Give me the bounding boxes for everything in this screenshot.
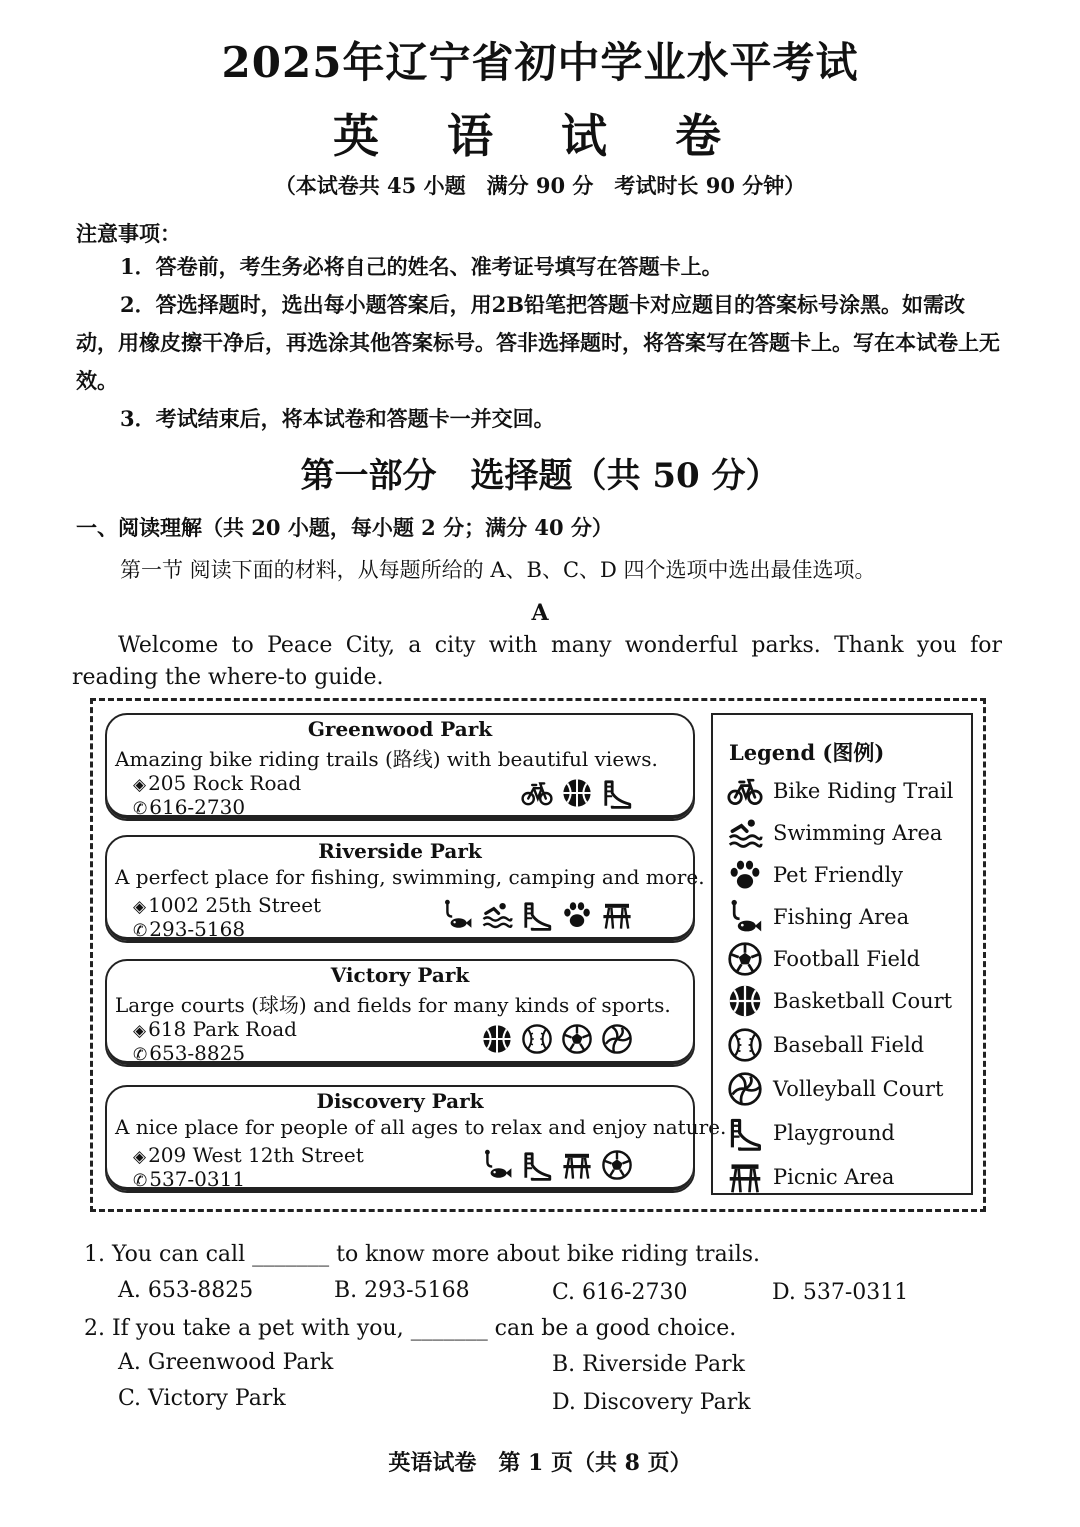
question-2-option-a[interactable]: A. Greenwood Park xyxy=(118,1350,334,1375)
section-instruction: 第一节 阅读下面的材料，从每题所给的 A、B、C、D 四个选项中选出最佳选项。 xyxy=(120,558,876,582)
football-icon xyxy=(727,941,763,977)
passage-intro: Welcome to Peace City, a city with many wonderful parks. Thank you for reading the where-to guide. xyxy=(72,633,1002,690)
question-1-option-a[interactable]: A. 653-8825 xyxy=(118,1278,254,1303)
park-description: A perfect place for fishing, swimming, camping and more. xyxy=(115,865,705,889)
section-heading: 一、阅读理解（共 20 小题，每小题 2 分；满分 40 分） xyxy=(76,515,613,540)
park-phone: ✆ 616-2730 xyxy=(133,795,246,819)
park-phone: ✆ 293-5168 xyxy=(133,917,246,941)
question-2-option-b[interactable]: B. Riverside Park xyxy=(552,1352,745,1377)
phone-icon: ✆ xyxy=(133,1045,148,1065)
park-card-greenwood xyxy=(105,713,695,821)
bike-icon xyxy=(521,777,553,809)
park-phone: ✆ 653-8825 xyxy=(133,1041,246,1065)
park-description: Large courts (球场) and fields for many kinds of sports. xyxy=(115,993,671,1017)
park-card-victory xyxy=(105,959,695,1067)
legend-item: Picnic Area xyxy=(727,1159,894,1195)
legend-item: Volleyball Court xyxy=(727,1071,943,1107)
park-name: Victory Park xyxy=(330,963,470,987)
park-name: Riverside Park xyxy=(318,839,482,863)
notice-list xyxy=(76,248,1006,438)
legend-item: Bike Riding Trail xyxy=(727,773,953,809)
exam-title: 2025年辽宁省初中学业水平考试 xyxy=(221,38,859,87)
playground-icon xyxy=(601,777,633,809)
location-icon: ◈ xyxy=(133,1147,147,1167)
question-1-option-b[interactable]: B. 293-5168 xyxy=(334,1278,470,1303)
park-address: ◈ 1002 25th Street xyxy=(133,893,322,917)
park-address: ◈ 205 Rock Road xyxy=(133,771,302,795)
park-icons xyxy=(521,777,633,809)
legend-item: Pet Friendly xyxy=(727,857,903,893)
park-guide xyxy=(90,698,986,1212)
park-card-discovery xyxy=(105,1085,727,1193)
park-name: Discovery Park xyxy=(316,1089,484,1113)
swimming-icon xyxy=(481,899,513,931)
question-2-stem: 2. If you take a pet with you, _______ can be a good choice. xyxy=(84,1316,737,1341)
question-1-stem: 1. You can call _______ to know more about bike riding trails. xyxy=(84,1242,761,1267)
subject-title: 英 语 试 卷 xyxy=(332,109,748,163)
legend-item: Fishing Area xyxy=(727,899,909,935)
park-icons xyxy=(481,1023,633,1055)
playground-icon xyxy=(521,1149,553,1181)
park-icons xyxy=(481,1149,633,1181)
fishing-icon xyxy=(481,1149,513,1181)
notice-item-2: 2．答选择题时，选出每小题答案后，用2B铅笔把答题卡对应题目的答案标号涂黑。如需改动，用橡皮擦干净后，再选涂其他答案标号。答非选择题时，将答案写在答题卡上。写在本试卷上无效。 xyxy=(76,292,1000,393)
park-phone: ✆ 537-0311 xyxy=(133,1167,246,1191)
park-name: Greenwood Park xyxy=(307,717,493,741)
notice-item-1: 1．答卷前，考生务必将自己的姓名、准考证号填写在答题卡上。 xyxy=(120,254,723,279)
playground-icon xyxy=(521,899,553,931)
basketball-icon xyxy=(561,777,593,809)
legend-item: Football Field xyxy=(727,941,920,977)
page-footer: 英语试卷 第 1 页（共 8 页） xyxy=(388,1450,692,1476)
volleyball-icon xyxy=(601,1023,633,1055)
legend-item: Baseball Field xyxy=(727,1027,924,1063)
legend-item: Swimming Area xyxy=(727,815,942,851)
park-description: Amazing bike riding trails (路线) with beautiful views. xyxy=(115,747,658,771)
paw-icon xyxy=(727,857,763,893)
phone-icon: ✆ xyxy=(133,799,148,819)
baseball-icon xyxy=(727,1027,763,1063)
picnic-icon xyxy=(727,1159,763,1195)
fishing-icon xyxy=(441,899,473,931)
notice-heading: 注意事项： xyxy=(76,221,181,246)
park-card-riverside xyxy=(105,835,705,943)
location-icon: ◈ xyxy=(133,897,147,917)
basketball-icon xyxy=(727,983,763,1019)
legend-title: Legend (图例) xyxy=(729,740,885,765)
volleyball-icon xyxy=(727,1071,763,1107)
passage-label: A xyxy=(531,600,549,626)
football-icon xyxy=(601,1149,633,1181)
legend-box xyxy=(711,713,973,1195)
phone-icon: ✆ xyxy=(133,1171,148,1191)
park-icons xyxy=(441,899,633,931)
bike-icon xyxy=(727,773,763,809)
legend-item: Basketball Court xyxy=(727,983,952,1019)
notice-item-3: 3．考试结束后，将本试卷和答题卡一并交回。 xyxy=(120,406,555,431)
question-1-option-c[interactable]: C. 616-2730 xyxy=(552,1280,688,1305)
exam-info: （本试卷共 45 小题 满分 90 分 考试时长 90 分钟） xyxy=(274,173,806,198)
park-address: ◈ 209 West 12th Street xyxy=(133,1143,364,1167)
park-description: A nice place for people of all ages to relax and enjoy nature. xyxy=(115,1115,727,1139)
picnic-icon xyxy=(601,899,633,931)
park-address: ◈ 618 Park Road xyxy=(133,1017,297,1041)
part-title: 第一部分 选择题（共 50 分） xyxy=(300,456,780,496)
question-1-option-d[interactable]: D. 537-0311 xyxy=(772,1280,909,1305)
basketball-icon xyxy=(481,1023,513,1055)
phone-icon: ✆ xyxy=(133,921,148,941)
question-2-option-d[interactable]: D. Discovery Park xyxy=(552,1390,751,1415)
baseball-icon xyxy=(521,1023,553,1055)
picnic-icon xyxy=(561,1149,593,1181)
football-icon xyxy=(561,1023,593,1055)
fishing-icon xyxy=(727,899,763,935)
location-icon: ◈ xyxy=(133,775,147,795)
playground-icon xyxy=(727,1115,763,1151)
legend-item: Playground xyxy=(727,1115,895,1151)
location-icon: ◈ xyxy=(133,1021,147,1041)
paw-icon xyxy=(561,899,593,931)
swimming-icon xyxy=(727,815,763,851)
question-2-option-c[interactable]: C. Victory Park xyxy=(118,1386,286,1411)
